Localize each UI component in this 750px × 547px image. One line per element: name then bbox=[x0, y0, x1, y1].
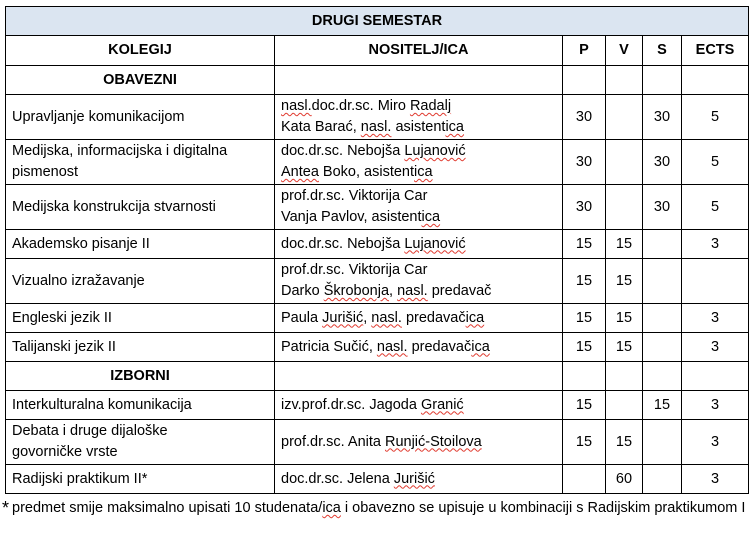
lecturer-line: Darko Škrobonja, nasl. predavač bbox=[281, 283, 492, 299]
empty-cell bbox=[682, 362, 749, 391]
lecturer-line: izv.prof.dr.sc. Jagoda Granić bbox=[281, 396, 464, 413]
course-name-line: Medijska, informacijska i digitalna bbox=[12, 143, 228, 159]
s-value bbox=[643, 304, 682, 333]
p-value: 15 bbox=[563, 420, 606, 465]
course-name-cell bbox=[6, 230, 275, 259]
course-name-line: Medijska konstrukcija stvarnosti bbox=[12, 198, 216, 215]
course-name-cell bbox=[6, 140, 275, 185]
course-row bbox=[6, 391, 749, 420]
course-row bbox=[6, 230, 749, 259]
s-value: 30 bbox=[643, 95, 682, 140]
empty-cell bbox=[275, 362, 563, 391]
lecturer-cell bbox=[275, 391, 563, 420]
empty-cell bbox=[606, 66, 643, 95]
p-value: 15 bbox=[563, 304, 606, 333]
lecturer-cell bbox=[275, 185, 563, 230]
course-name-cell bbox=[6, 465, 275, 494]
course-row bbox=[6, 304, 749, 333]
course-name-line: Upravljanje komunikacijom bbox=[12, 108, 185, 125]
lecturer-cell bbox=[275, 304, 563, 333]
ects-value: 5 bbox=[682, 185, 749, 230]
s-value bbox=[643, 420, 682, 465]
course-name-line: Vizualno izražavanje bbox=[12, 272, 145, 289]
empty-cell bbox=[643, 66, 682, 95]
p-value bbox=[563, 465, 606, 494]
ects-value: 3 bbox=[682, 391, 749, 420]
footnote-marker: * bbox=[2, 498, 10, 518]
v-value: 15 bbox=[606, 304, 643, 333]
p-value: 15 bbox=[563, 259, 606, 304]
course-name-line: Talijanski jezik II bbox=[12, 338, 116, 355]
v-value bbox=[606, 391, 643, 420]
course-name-cell bbox=[6, 420, 275, 465]
course-row bbox=[6, 140, 749, 185]
lecturer-cell bbox=[275, 420, 563, 465]
course-name-cell bbox=[6, 185, 275, 230]
lecturer-cell bbox=[275, 333, 563, 362]
lecturer-line: prof.dr.sc. Viktorija Car bbox=[281, 262, 428, 278]
s-value bbox=[643, 259, 682, 304]
v-value: 15 bbox=[606, 333, 643, 362]
ects-value: 3 bbox=[682, 230, 749, 259]
empty-cell bbox=[606, 362, 643, 391]
course-name-line: Radijski praktikum II* bbox=[12, 470, 148, 487]
ects-value: 5 bbox=[682, 95, 749, 140]
lecturer-cell bbox=[275, 230, 563, 259]
course-row bbox=[6, 259, 749, 304]
empty-cell bbox=[563, 66, 606, 95]
footnote bbox=[2, 497, 748, 519]
lecturer-line: nasl.doc.dr.sc. Miro Radalj bbox=[281, 98, 452, 114]
course-name-line: Interkulturalna komunikacija bbox=[12, 396, 192, 413]
course-name-line: Akademsko pisanje II bbox=[12, 235, 150, 252]
p-value: 15 bbox=[563, 333, 606, 362]
s-value: 30 bbox=[643, 185, 682, 230]
s-value: 15 bbox=[643, 391, 682, 420]
empty-cell bbox=[563, 362, 606, 391]
empty-cell bbox=[682, 66, 749, 95]
col-header-ects: ECTS bbox=[682, 36, 749, 66]
s-value: 30 bbox=[643, 140, 682, 185]
lecturer-cell bbox=[275, 465, 563, 494]
p-value: 30 bbox=[563, 185, 606, 230]
lecturer-line: Antea Boko, asistentica bbox=[281, 164, 433, 180]
ects-value: 3 bbox=[682, 304, 749, 333]
lecturer-cell bbox=[275, 95, 563, 140]
lecturer-cell bbox=[275, 140, 563, 185]
course-name-cell bbox=[6, 304, 275, 333]
ects-value bbox=[682, 259, 749, 304]
course-name-line: govorničke vrste bbox=[12, 444, 118, 460]
course-name-cell bbox=[6, 391, 275, 420]
semester-table bbox=[5, 6, 749, 494]
empty-cell bbox=[275, 66, 563, 95]
v-value bbox=[606, 185, 643, 230]
v-value: 15 bbox=[606, 420, 643, 465]
course-name-cell bbox=[6, 259, 275, 304]
course-name-cell bbox=[6, 333, 275, 362]
lecturer-line: Kata Barać, nasl. asistentica bbox=[281, 119, 464, 135]
course-name-line: pismenost bbox=[12, 164, 79, 180]
ects-value: 3 bbox=[682, 420, 749, 465]
v-value: 60 bbox=[606, 465, 643, 494]
col-header-v: V bbox=[606, 36, 643, 66]
course-row bbox=[6, 465, 749, 494]
p-value: 15 bbox=[563, 391, 606, 420]
col-header-s: S bbox=[643, 36, 682, 66]
section-row bbox=[6, 362, 749, 391]
course-name-cell bbox=[6, 95, 275, 140]
col-header-course: KOLEGIJ bbox=[6, 36, 275, 66]
course-row bbox=[6, 185, 749, 230]
s-value bbox=[643, 465, 682, 494]
s-value bbox=[643, 333, 682, 362]
lecturer-line: Vanja Pavlov, asistentica bbox=[281, 209, 441, 225]
course-row bbox=[6, 333, 749, 362]
v-value bbox=[606, 140, 643, 185]
course-row bbox=[6, 420, 749, 465]
ects-value: 5 bbox=[682, 140, 749, 185]
section-title: OBAVEZNI bbox=[6, 66, 275, 95]
lecturer-cell bbox=[275, 259, 563, 304]
col-header-p: P bbox=[563, 36, 606, 66]
lecturer-line: doc.dr.sc. Jelena Jurišić bbox=[281, 470, 435, 487]
ects-value: 3 bbox=[682, 465, 749, 494]
course-name-line: Debata i druge dijaloške bbox=[12, 423, 168, 439]
lecturer-line: prof.dr.sc. Anita Runjić-Stoilova bbox=[281, 433, 482, 450]
section-title: IZBORNI bbox=[6, 362, 275, 391]
table-title: DRUGI SEMESTAR bbox=[6, 7, 749, 36]
footnote-text: predmet smije maksimalno upisati 10 studenata/ica i obavezno se upisuje u kombinaciji s Radijskim praktikumom I bbox=[12, 500, 746, 516]
v-value: 15 bbox=[606, 259, 643, 304]
v-value bbox=[606, 95, 643, 140]
s-value bbox=[643, 230, 682, 259]
lecturer-line: doc.dr.sc. Nebojša Lujanović bbox=[281, 235, 466, 252]
p-value: 30 bbox=[563, 140, 606, 185]
lecturer-line: prof.dr.sc. Viktorija Car bbox=[281, 188, 428, 204]
course-name-line: Engleski jezik II bbox=[12, 309, 112, 326]
ects-value: 3 bbox=[682, 333, 749, 362]
empty-cell bbox=[643, 362, 682, 391]
col-header-lecturer: NOSITELJ/ICA bbox=[275, 36, 563, 66]
lecturer-line: doc.dr.sc. Nebojša Lujanović bbox=[281, 143, 466, 159]
course-row bbox=[6, 95, 749, 140]
section-row bbox=[6, 66, 749, 95]
lecturer-line: Patricia Sučić, nasl. predavačica bbox=[281, 338, 490, 355]
p-value: 15 bbox=[563, 230, 606, 259]
v-value: 15 bbox=[606, 230, 643, 259]
lecturer-line: Paula Jurišić, nasl. predavačica bbox=[281, 309, 485, 326]
p-value: 30 bbox=[563, 95, 606, 140]
